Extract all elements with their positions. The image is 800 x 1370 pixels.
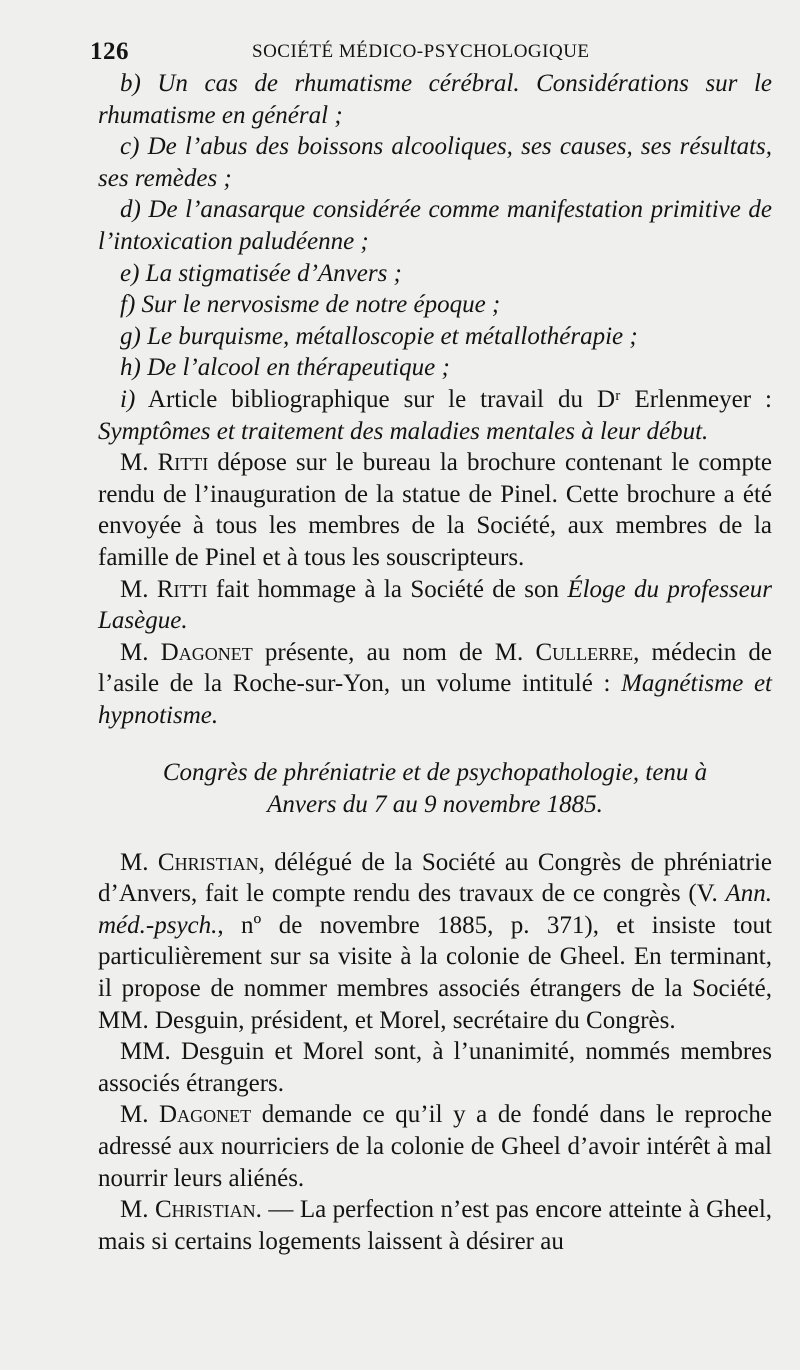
speaker-name: M. Ritti	[120, 575, 208, 603]
list-item: e) La stigmatisée d’Anvers ;	[120, 259, 402, 287]
speaker-name: M. Ritti	[120, 449, 209, 477]
speaker-name: M. Christian.	[120, 1196, 262, 1224]
list-item: c) De l’abus des boissons alcooliques, ses causes, ses résultats, ses remèdes ;	[98, 133, 773, 192]
list-item: b) Un cas de rhumatisme cérébral. Considérations sur le rhumatisme en général ;	[98, 70, 772, 129]
list-item: h) De l’alcool en thérapeutique ;	[120, 354, 450, 382]
list-item: i) Article bibliographique sur le travail du Dʳ Erlenmeyer : Symptômes et traitement des maladies mentales à leur début.	[98, 385, 772, 445]
page-number: 126	[90, 38, 129, 65]
paragraph-dagonet-volume: M. Dagonet présente, au nom de M. Cullerre, médecin de l’asile de la Roche-sur-Yon, un volume intitulé : Magnétisme et hypnotisme.	[98, 638, 773, 729]
section-heading: Congrès de phréniatrie et de psychopathologie, tenu à Anvers du 7 au 9 novembre 1885.	[162, 759, 708, 819]
paragraph-christian-congres: M. Christian, délégué de la Société au Congrès de phréniatrie d’Anvers, fait le compte rendu des travaux de ce congrès (V. Ann. méd.-psych., nº de novembre 1885, p. 371), et insiste tout particulièrement sur sa visite à la colonie de Gheel. En terminant, il propose de nommer membres associés étrangers de la Société, MM. Desguin, président, et Morel, secrétaire du Congrès.	[98, 848, 772, 1034]
speaker-name: M. Dagonet	[120, 638, 253, 666]
running-title: SOCIÉTÉ MÉDICO-PSYCHOLOGIQUE	[252, 41, 590, 62]
communication-list	[98, 68, 772, 447]
paragraph-dagonet-question: M. Dagonet demande ce qu’il y a de fondé dans le reproche adressé aux nourriciers de la colonie de Gheel d’avoir intérêt à mal nourrir leurs aliénés.	[98, 1101, 772, 1192]
list-item: g) Le burquisme, métalloscopie et métallothérapie ;	[120, 322, 638, 350]
speaker-name: M. Dagonet	[120, 1101, 252, 1129]
paragraph-nomination: MM. Desguin et Morel sont, à l’unanimité, nommés membres associés étrangers.	[98, 1038, 772, 1097]
paragraph-ritti-eloge: M. Ritti fait hommage à la Société de son Éloge du professeur Lasègue.	[98, 575, 772, 635]
list-item: f) Sur le nervosisme de notre époque ;	[120, 291, 501, 319]
speaker-name: M. Christian	[120, 848, 259, 876]
running-header	[90, 34, 772, 68]
list-item: d) De l’anasarque considérée comme manifestation primitive de l’intoxication paludéenne ;	[98, 196, 773, 255]
paragraph-ritti-brochure: M. Ritti dépose sur le bureau la brochure contenant le compte rendu de l’inauguration de la statue de Pinel. Cette brochure a été envoyée à tous les membres de la Société, aux membres de la famille de Pinel et à tous les souscripteurs.	[98, 449, 773, 571]
paragraph-christian-reply: M. Christian. — La perfection n’est pas encore atteinte à Gheel, mais si certains logements laissent à désirer au	[98, 1196, 773, 1255]
page-body	[98, 68, 772, 1257]
